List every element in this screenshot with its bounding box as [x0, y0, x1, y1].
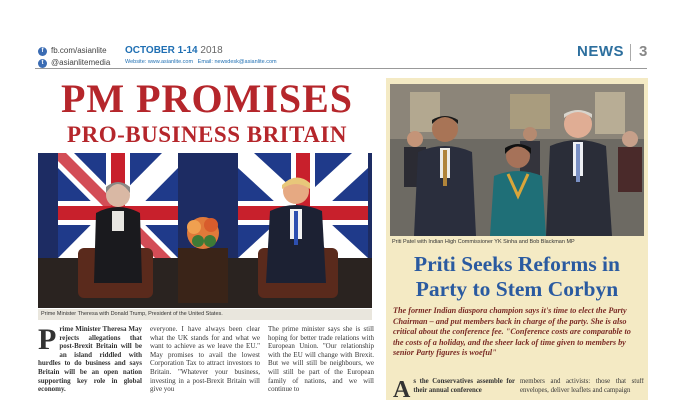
- main-story-column-3: The prime minister says she is still hoping for better trade relations with European Union. "Our relationship with the EU will change with Brexit. But we will still be neighbours, we will still be part of the European family of nations, and we will continue to: [268, 325, 374, 394]
- main-story-column-1: [38, 325, 142, 400]
- side-photo-illustration: [390, 84, 644, 236]
- main-photo-illustration: [38, 153, 372, 308]
- social-links: [38, 45, 110, 69]
- contact-line: [125, 59, 277, 65]
- twitter-icon: t: [38, 59, 47, 68]
- facebook-icon: f: [38, 47, 47, 56]
- website-link[interactable]: Website: www.asianlite.com: [125, 59, 194, 65]
- side-story-dropcap: A: [393, 378, 411, 400]
- section-title: NEWS: [577, 43, 624, 60]
- side-story-column-2: members and activists: those that stuff envelopes, deliver leaflets and campaign: [520, 378, 644, 394]
- main-subheadline: PRO-BUSINESS BRITAIN: [67, 122, 347, 147]
- side-standfirst: The former Indian diaspora champion says it's time to elect the Party Chairman – and put members back in charge of the party. She is also critical about the conference fee. "Conference costs are comparable to the costs of a holiday, and the sheer lack of time given to members by senior Party figures is woeful": [393, 306, 631, 358]
- facebook-link[interactable]: [38, 45, 110, 57]
- side-headline-line-1: Priti Seeks Reforms in: [413, 252, 620, 276]
- side-story-lead: s the Conservatives assemble for their annual conference: [413, 378, 515, 394]
- main-headline: PM PROMISES: [60, 76, 354, 121]
- side-photo-caption: Priti Patel with Indian High Commissioner YK Sinha and Bob Blackman MP: [392, 239, 575, 245]
- main-photo: [38, 153, 372, 308]
- side-headline-line-2: Party to Stem Corbyn: [415, 277, 619, 301]
- issue-date-range: OCTOBER 1-14: [125, 45, 198, 56]
- issue-year: 2018: [200, 45, 223, 56]
- issue-date: [125, 45, 223, 56]
- main-story-lead: rime Minister Theresa May rejects allegations that post-Brexit Britain will be an island riddled with hurdles to do business and says Britain will be an open nation supporting key role in global economy.: [38, 325, 142, 394]
- header-divider: [630, 44, 631, 61]
- facebook-handle: fb.com/asianlite: [51, 46, 107, 55]
- email-link[interactable]: Email: newsdesk@asianlite.com: [197, 59, 277, 65]
- twitter-handle: @asianlitemedia: [51, 58, 111, 67]
- main-story-dropcap: P: [38, 325, 57, 356]
- main-photo-caption: Prime Minister Theresa with Donald Trump, President of the United States.: [38, 309, 372, 320]
- main-story-column-2: everyone. I have always been clear what the UK stands for and what we want to achieve as we leave the EU." May promises to avail the lowest Corporation Tax to attract investors to Britain. "Whatever your business, investing in a post-Brexit Britain will give you: [150, 325, 260, 394]
- side-photo: [390, 84, 644, 236]
- page-number: 3: [639, 43, 648, 60]
- header-rule: [35, 68, 647, 69]
- side-story-column-1: [393, 378, 515, 400]
